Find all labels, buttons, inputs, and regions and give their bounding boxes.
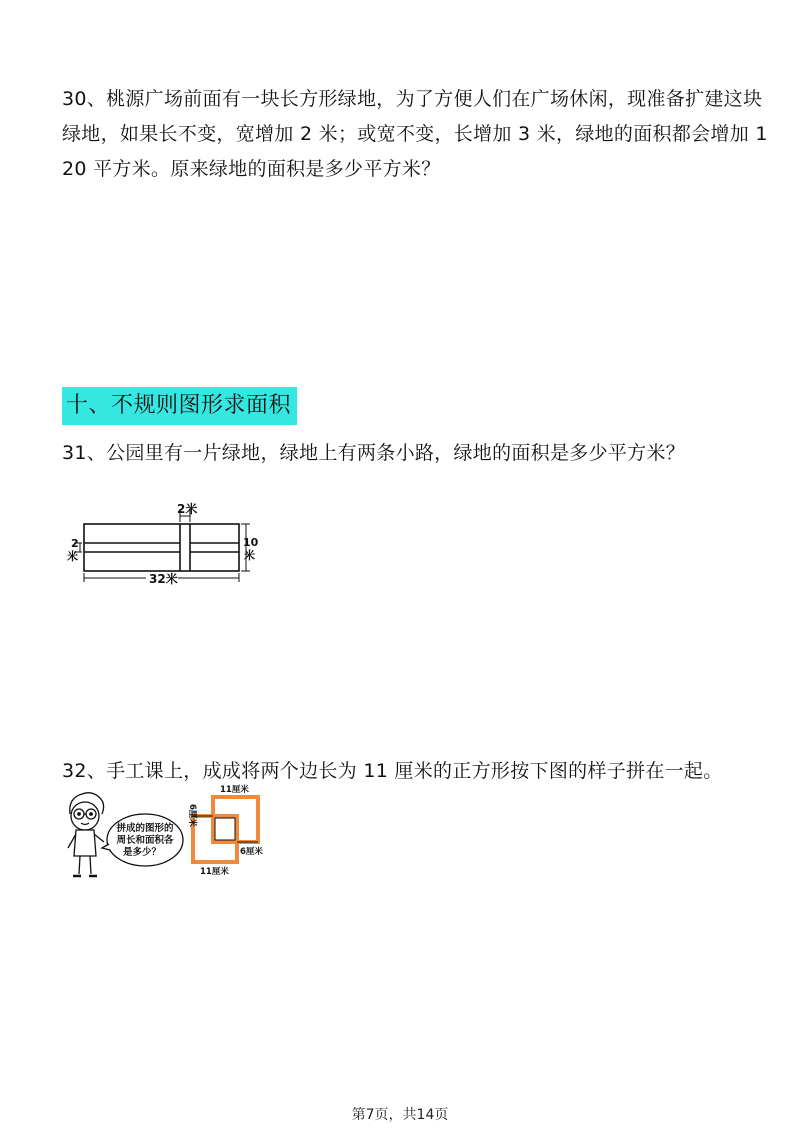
q32-bottom-label: 11厘米 (200, 867, 229, 877)
right-label-number: 10 (243, 536, 259, 549)
left-label-number: 2 (71, 537, 79, 550)
speech-line-1: 拼成的图形的 (116, 823, 174, 834)
question-31: 31、公园里有一片绿地，绿地上有两条小路，绿地的面积是多少平方米？ (62, 442, 686, 464)
q32-left-label: 6厘米 (187, 804, 197, 827)
garden-path-diagram (64, 500, 264, 590)
speech-line-2: 周长和面积各 (116, 835, 174, 846)
page-footer: 第7页，共14页 (351, 1107, 449, 1123)
overlap-region (215, 818, 235, 840)
section-heading: 十、不规则图形求面积 (62, 387, 297, 425)
right-label-unit: 米 (244, 549, 255, 562)
left-label-unit: 米 (67, 550, 78, 563)
question-30-line-2: 绿地，如果长不变，宽增加 2 米；或宽不变，长增加 3 米，绿地的面积都会增加 1 (62, 123, 768, 145)
question-30-line-1: 30、桃源广场前面有一块长方形绿地，为了方便人们在广场休闲，现准备扩建这块 (62, 88, 763, 110)
q32-right-label: 6厘米 (240, 847, 263, 857)
question-32: 32、手工课上，成成将两个边长为 11 厘米的正方形按下图的样子拼在一起。 (62, 760, 723, 782)
two-squares-figure (62, 782, 292, 887)
speech-bubble (102, 814, 183, 866)
boy-illustration (68, 793, 104, 876)
boy-body (74, 830, 96, 856)
question-30 (62, 82, 768, 187)
question-30-line-3: 20 平方米。原来绿地的面积是多少平方米？ (62, 158, 441, 180)
speech-line-3: 是多少？ (122, 847, 162, 858)
top-label: 2米 (177, 502, 198, 516)
bottom-label: 32米 (149, 572, 178, 586)
boy-arm-right (94, 834, 104, 842)
boy-face (71, 802, 99, 830)
garden-outline (84, 524, 239, 571)
q32-top-label: 11厘米 (220, 785, 249, 795)
